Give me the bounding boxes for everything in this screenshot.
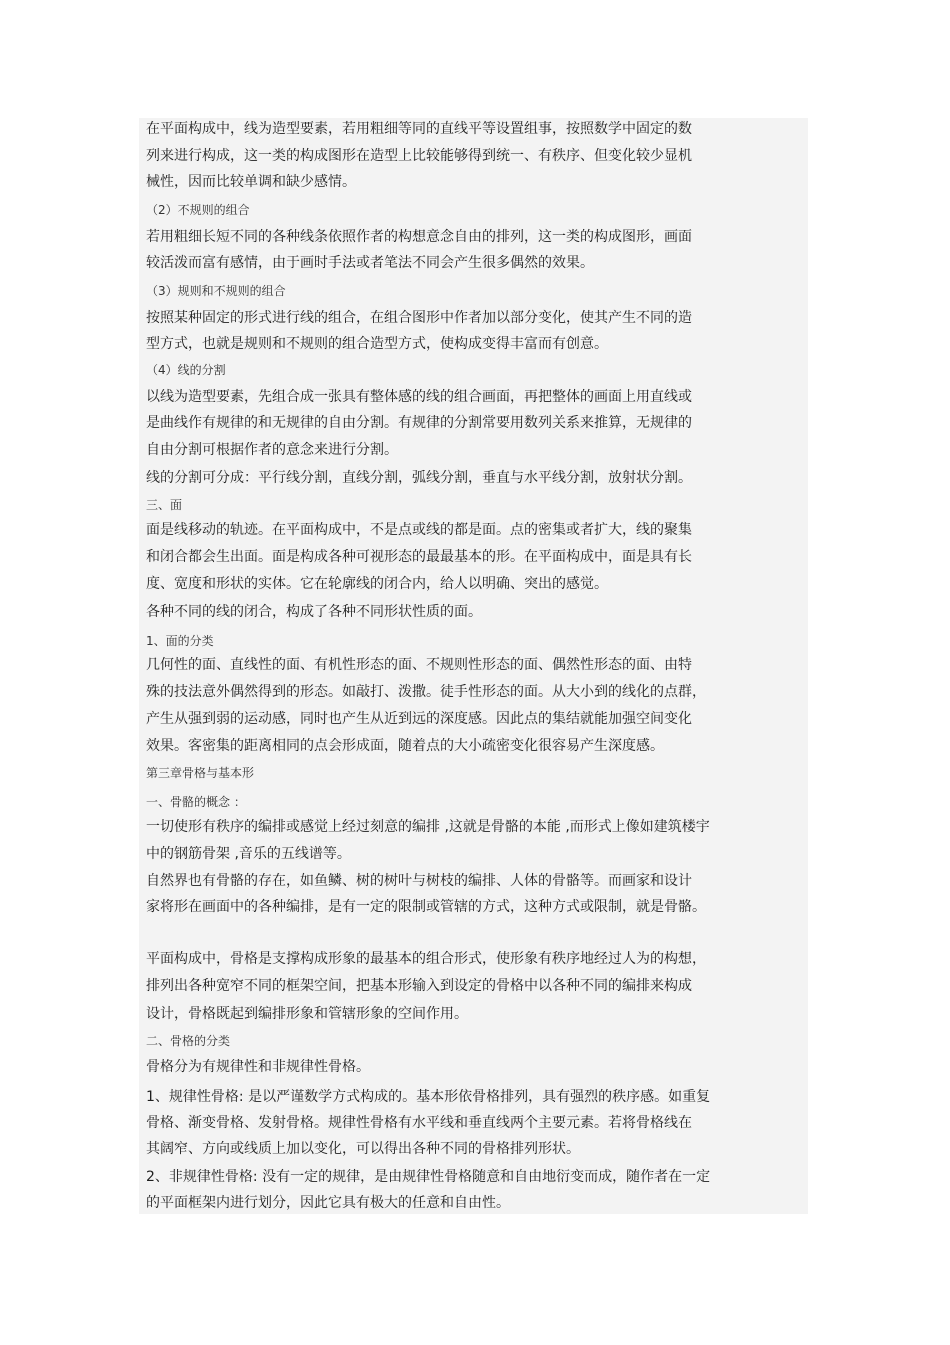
paragraph-line: 家将形在画面中的各种编排，是有一定的限制或管辖的方式，这种方式或限制，就是骨骼。	[146, 899, 706, 915]
paragraph-line: 骨格、渐变骨格、发射骨格。规律性骨格有水平线和垂直线两个主要元素。若将骨格线在	[146, 1115, 692, 1131]
section-heading: 三、面	[146, 498, 183, 512]
paragraph-line: 一切使形有秩序的编排或感觉上经过刻意的编排 ,这就是骨骼的本能 ,而形式上像如建筑楼宇	[146, 819, 710, 835]
paragraph-line: 若用粗细长短不同的各种线条依照作者的构想意念自由的排列，这一类的构成图形，画面	[146, 229, 692, 245]
section-heading: 二、骨格的分类	[146, 1034, 231, 1048]
paragraph-line: 线的分割可分成：平行线分割，直线分割，弧线分割，垂直与水平线分割，放射状分割。	[146, 470, 692, 486]
paragraph-line: 1、规律性骨格: 是以严谨数学方式构成的。基本形依骨格排列，具有强烈的秩序感。如重复	[146, 1089, 711, 1105]
paragraph-line: 以线为造型要素，先组合成一张具有整体感的线的组合画面，再把整体的画面上用直线或	[146, 389, 692, 405]
section-heading: （4）线的分割	[146, 363, 226, 377]
paragraph-line: 是曲线作有规律的和无规律的自由分割。有规律的分割常要用数列关系来推算，无规律的	[146, 415, 692, 431]
chapter-heading: 第三章骨格与基本形	[146, 766, 255, 780]
paragraph-line: 列来进行构成，这一类的构成图形在造型上比较能够得到统一、有秩序、但变化较少显机	[146, 148, 692, 164]
paragraph-line: 平面构成中，骨格是支撑构成形象的最基本的组合形式，使形象有秩序地经过人为的构想，	[146, 951, 706, 967]
section-heading: 一、骨骼的概念 ：	[146, 795, 246, 809]
section-heading: （3）规则和不规则的组合	[146, 284, 286, 298]
paragraph-line: 产生从强到弱的运动感，同时也产生从近到远的深度感。因此点的集结就能加强空间变化	[146, 711, 692, 727]
paragraph-line: 骨格分为有规律性和非规律性骨格。	[146, 1059, 370, 1075]
paragraph-line: 其阔窄、方向或线质上加以变化，可以得出各种不同的骨格排列形状。	[146, 1141, 580, 1157]
paragraph-line: 在平面构成中，线为造型要素，若用粗细等同的直线平等设置组事，按照数学中固定的数	[146, 121, 692, 137]
paragraph-line: 几何性的面、直线性的面、有机性形态的面、不规则性形态的面、偶然性形态的面、由特	[146, 657, 692, 673]
paragraph-line: 排列出各种宽窄不同的框架空间，把基本形输入到设定的骨格中以各种不同的编排来构成	[146, 978, 692, 994]
paragraph-line: 的平面框架内进行划分，因此它具有极大的任意和自由性。	[146, 1195, 510, 1211]
paragraph-line: 各种不同的线的闭合，构成了各种不同形状性质的面。	[146, 604, 482, 620]
paragraph-line: 较活泼而富有感情，由于画时手法或者笔法不同会产生很多偶然的效果。	[146, 255, 594, 271]
paragraph-line: 效果。客密集的距离相同的点会形成面，随着点的大小疏密变化很容易产生深度感。	[146, 738, 664, 754]
paragraph-line: 中的钢筋骨架 ,音乐的五线谱等。	[146, 846, 351, 862]
paragraph-line: 按照某种固定的形式进行线的组合，在组合图形中作者加以部分变化，使其产生不同的造	[146, 310, 692, 326]
paragraph-line: 设计，骨格既起到编排形象和管辖形象的空间作用。	[146, 1006, 468, 1022]
paragraph-line: 自由分割可根据作者的意念来进行分割。	[146, 442, 398, 458]
paragraph-line: 和闭合都会生出面。面是构成各种可视形态的最最基本的形。在平面构成中，面是具有长	[146, 549, 692, 565]
paragraph-line: 2、非规律性骨格: 没有一定的规律，是由规律性骨格随意和自由地衍变而成，随作者在一定	[146, 1169, 711, 1185]
section-heading: （2）不规则的组合	[146, 203, 250, 217]
paragraph-line: 殊的技法意外偶然得到的形态。如敲打、泼撒。徒手性形态的面。从大小到的线化的点群，	[146, 684, 706, 700]
paragraph-line: 度、宽度和形状的实体。它在轮廓线的闭合内，给人以明确、突出的感觉。	[146, 576, 608, 592]
paragraph-line: 型方式，也就是规则和不规则的组合造型方式，使构成变得丰富而有创意。	[146, 336, 608, 352]
paragraph-line: 自然界也有骨骼的存在，如鱼鳞、树的树叶与树枝的编排、人体的骨骼等。而画家和设计	[146, 873, 692, 889]
paragraph-line: 械性，因而比较单调和缺少感情。	[146, 174, 356, 190]
paragraph-line: 面是线移动的轨迹。在平面构成中，不是点或线的都是面。点的密集或者扩大，线的聚集	[146, 522, 692, 538]
section-heading: 1、面的分类	[146, 634, 214, 648]
